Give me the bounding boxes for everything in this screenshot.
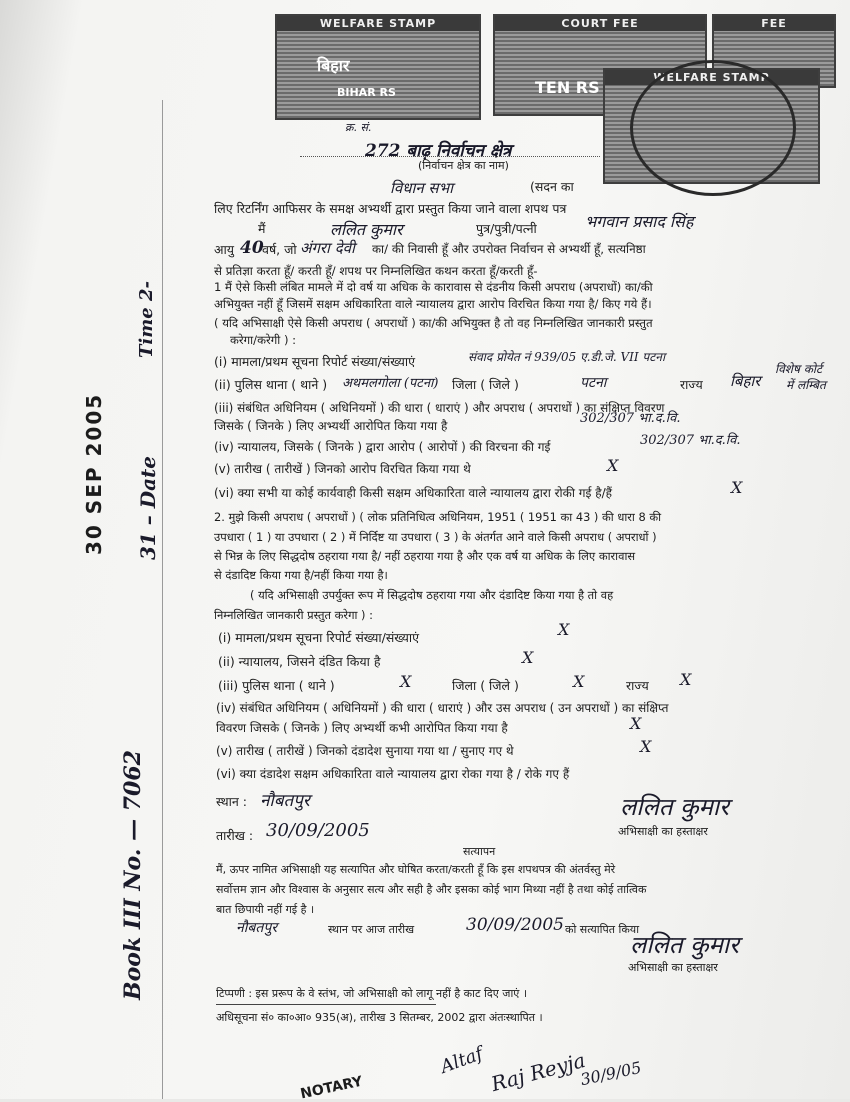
book-number: Book III No. — 7062 [120, 750, 146, 1000]
verification-line2: सर्वोत्तम ज्ञान और विश्वास के अनुसार सत्य और सही है और इसका कोई भाग मिथ्या नहीं है तथा कोई तात्विक [216, 883, 647, 896]
attestation-signature: Raj Reyja [488, 1047, 588, 1097]
para1-item-iii-cont: जिसके ( जिनके ) लिए अभ्यर्थी आरोपित किया गया है [214, 419, 448, 433]
para2-item-iv-cont: विवरण जिसके ( जिनके ) लिए अभ्यर्थी कभी आरोपित किया गया है [216, 721, 508, 735]
dotted-rule [300, 156, 600, 157]
case-number-hw: संवाद प्रोयेत नं 939/05 ए.डी.जे. VII पटना [468, 350, 666, 364]
para1-item-iii: (iii) संबंधित अधिनियम ( अधिनियमों ) की धारा ( धाराएं ) और अपराध ( अपराधों ) का संक्षिप्त विवरण [214, 401, 665, 415]
state-hw: बिहार [730, 372, 761, 390]
sections-hw: 302/307 भा.द.वि. [580, 411, 681, 426]
address-tail: का/ की निवासी हूँ और उपरोक्त निर्वाचन से अभ्यर्थी हूँ, सत्यनिष्ठा [372, 242, 646, 256]
para1-item-ii: (ii) पुलिस थाना ( थाने ) [214, 377, 328, 392]
para1-line2: अभियुक्त नहीं हूँ जिसमें सक्षम अधिकारिता वाले न्यायालय द्वारा आरोप विरचित किया गया है/ किए गये हैं। [214, 297, 652, 311]
para2-line3: से भिन्न के लिए सिद्धदोष ठहराया गया है/ नहीं ठहराया गया है और एक वर्ष या अधिक के लिए कारावास [214, 549, 636, 563]
solemn-line: से प्रतिज्ञा करता हूँ/ करती हूँ/ शपथ पर निम्नलिखित कथन करता हूँ/करती हूँ- [214, 264, 538, 278]
para2-district-label: जिला ( जिले ) [452, 678, 519, 693]
house-handwriting: विधान सभा [390, 179, 453, 197]
para2-line2: उपधारा ( 1 ) या उपधारा ( 2 ) में निर्दिष्ट या उपधारा ( 3 ) के अंतर्गत आने वाले किसी अपराध ( अपराधों ) [214, 530, 657, 544]
house-caption: (सदन का [530, 179, 574, 194]
place-label: स्थान : [216, 794, 247, 809]
verification-line3: बात छिपायी नहीं गई है । [216, 903, 315, 916]
notification-line: अधिसूचना सं० का०आ० 935(अ), तारीख 3 सितम्बर, 2002 द्वारा अंतःस्थापित । [216, 1011, 543, 1024]
attestation-date: 30/9/05 [578, 1057, 643, 1090]
verification-date-hw: 30/09/2005 [466, 915, 564, 935]
age-tail: वर्ष, जो [262, 242, 297, 257]
para1-item-i: (i) मामला/प्रथम सूचना रिपोर्ट संख्या/संख्याएं [214, 354, 415, 369]
para1-item-iv: (iv) न्यायालय, जिसके ( जिनके ) द्वारा आरोप ( आरोपों ) की विरचना की गई [214, 440, 551, 454]
deponent-name-hw: ललित कुमार [330, 220, 403, 239]
para1-item-vi: (vi) क्या सभी या कोई कार्यवाही किसी सक्षम अधिकारिता वाले न्यायालय द्वारा रोकी गई है/हैं [214, 486, 613, 500]
para2-item-v: (v) तारीख ( तारीखें ) जिनको दंडादेश सुनाया गया था / सुनाए गए थे [216, 744, 514, 758]
district-label: जिला ( जिले ) [452, 377, 519, 392]
para1-line1: 1 मैं ऐसे किसी लंबित मामले में दो वर्ष या अधिक के कारावास से दंडनीय किसी अपराध (अपराधों) का/की [214, 280, 653, 294]
verification-line1: मैं, ऊपर नामित अभिसाक्षी यह सत्यापित और घोषित करता/करती हूँ कि इस शपथपत्र की अंतर्वस्तु मेरे [216, 863, 616, 876]
verification-title: सत्यापन [463, 845, 496, 858]
para2-state-label: राज्य [626, 678, 649, 693]
stamp-text: BIHAR RS [337, 86, 396, 99]
date-hw: 30/09/2005 [266, 820, 370, 841]
date-label: तारीख : [216, 828, 254, 843]
age-label: आयु [214, 242, 235, 257]
footnote: टिप्पणी : इस प्ररूप के वे स्तंभ, जो अभिसाक्षी को लागू नहीं है काट दिए जाएं । [216, 987, 528, 1000]
father-name-hw: भगवान प्रसाद सिंह [585, 212, 694, 231]
cross-mark: X [522, 648, 534, 667]
verification-place-hw: नौबतपुर [236, 920, 278, 936]
address-hw: अंगरा देवी [300, 239, 355, 257]
cross-mark: X [400, 672, 412, 691]
police-station-hw: अथमलगोला (पटना) [342, 376, 439, 391]
case-note-hw: में लम्बित [786, 378, 826, 392]
cross-mark: X [558, 620, 570, 639]
cross-mark: X [640, 737, 652, 756]
welfare-stamp-1 [275, 14, 481, 120]
relation-label: पुत्र/पुत्री/पत्नी [476, 221, 537, 236]
constituency-line: 272 बाढ़ निर्वाचन क्षेत्र [365, 141, 512, 161]
notary-seal: NOTARY [299, 1073, 365, 1102]
cancellation-seal [630, 60, 796, 196]
district-hw: पटना [580, 375, 607, 391]
verification-tail: को सत्यापित किया [565, 923, 640, 936]
para2-item-i: (i) मामला/प्रथम सूचना रिपोर्ट संख्या/संख्याएं [218, 630, 419, 645]
footnote-rule [216, 1004, 436, 1005]
cross-mark: X [680, 670, 692, 689]
date-handwriting: 31 – Date [136, 455, 160, 560]
para2-condition-cont: निम्नलिखित जानकारी प्रस्तुत करेगा ) : [214, 608, 373, 622]
para2-line1: 2. मुझे किसी अपराध ( अपराधों ) ( लोक प्रतिनिधित्व अधिनियम, 1951 ( 1951 का 43 ) की धारा 8 की [214, 510, 662, 524]
cross-mark: X [731, 478, 743, 497]
stamp-text: COURT FEE [495, 16, 705, 31]
para2-item-iii: (iii) पुलिस थाना ( थाने ) [218, 678, 335, 693]
cross-mark: X [573, 672, 585, 691]
case-note-hw: विशेष कोर्ट [775, 362, 823, 376]
attestation-signature: Altaf [437, 1043, 486, 1078]
age-hw: 40 [240, 238, 264, 258]
para2-line4: से दंडादिष्ट किया गया है/नहीं किया गया है। [214, 568, 388, 582]
para2-condition: ( यदि अभिसाक्षी उपर्युक्त रूप में सिद्धदोष ठहराया गया और दंडादिष्ट किया गया है तो वह [250, 588, 614, 602]
deponent-signature: ललित कुमार [620, 793, 729, 821]
para1-line4: करेगा/करेगी ) : [230, 333, 297, 347]
deponent-sig-label: अभिसाक्षी का हस्ताक्षर [618, 825, 708, 838]
intro-line: लिए रिटर्निंग आफिसर के समक्ष अभ्यर्थी द्वारा प्रस्तुत किया जाने वाला शपथ पत्र [214, 201, 567, 216]
stamp-text: WELFARE STAMP [605, 70, 818, 85]
time-handwriting: Time 2- [136, 281, 157, 358]
para1-item-v: (v) तारीख ( तारीखें ) जिनको आरोप विरचित किया गया थे [214, 462, 471, 476]
deponent-signature-2: ललित कुमार [630, 931, 739, 959]
constituency-caption: (निर्वाचन क्षेत्र का नाम) [418, 159, 509, 172]
place-hw: नौबतपुर [260, 791, 310, 811]
stamp-text: WELFARE STAMP [277, 16, 479, 31]
stamp-text: TEN RS [535, 78, 600, 97]
date-stamp: 30 SEP 2005 [82, 392, 106, 555]
para2-item-vi: (vi) क्या दंडादेश सक्षम अधिकारिता वाले न्यायालय द्वारा रोका गया है / रोके गए हैं [216, 767, 570, 781]
para2-item-ii: (ii) न्यायालय, जिसने दंडित किया है [218, 654, 381, 669]
stamp-text: FEE [714, 16, 834, 31]
cross-mark: X [607, 456, 619, 475]
para1-line3: ( यदि अभिसाक्षी ऐसे किसी अपराध ( अपराधों ) का/की अभियुक्त है तो वह निम्नलिखित जानकारी प्रस्तुत [214, 316, 653, 330]
stamp-text: बिहार [317, 56, 350, 75]
deponent-sig-label-2: अभिसाक्षी का हस्ताक्षर [628, 961, 718, 974]
verification-place-mid: स्थान पर आज तारीख [328, 923, 415, 936]
para2-item-iv: (iv) संबंधित अधिनियम ( अधिनियमों ) की धारा ( धाराएं ) और उस अपराध ( उन अपराधों ) का संक्षिप्त [216, 701, 669, 715]
intro-me: मैं [258, 221, 266, 236]
state-label: राज्य [680, 377, 703, 392]
cross-mark: X [630, 714, 642, 733]
serial-handwriting: क्र. सं. [345, 121, 372, 134]
court-hw: 302/307 भा.द.वि. [640, 433, 741, 448]
margin-line [162, 100, 163, 1099]
